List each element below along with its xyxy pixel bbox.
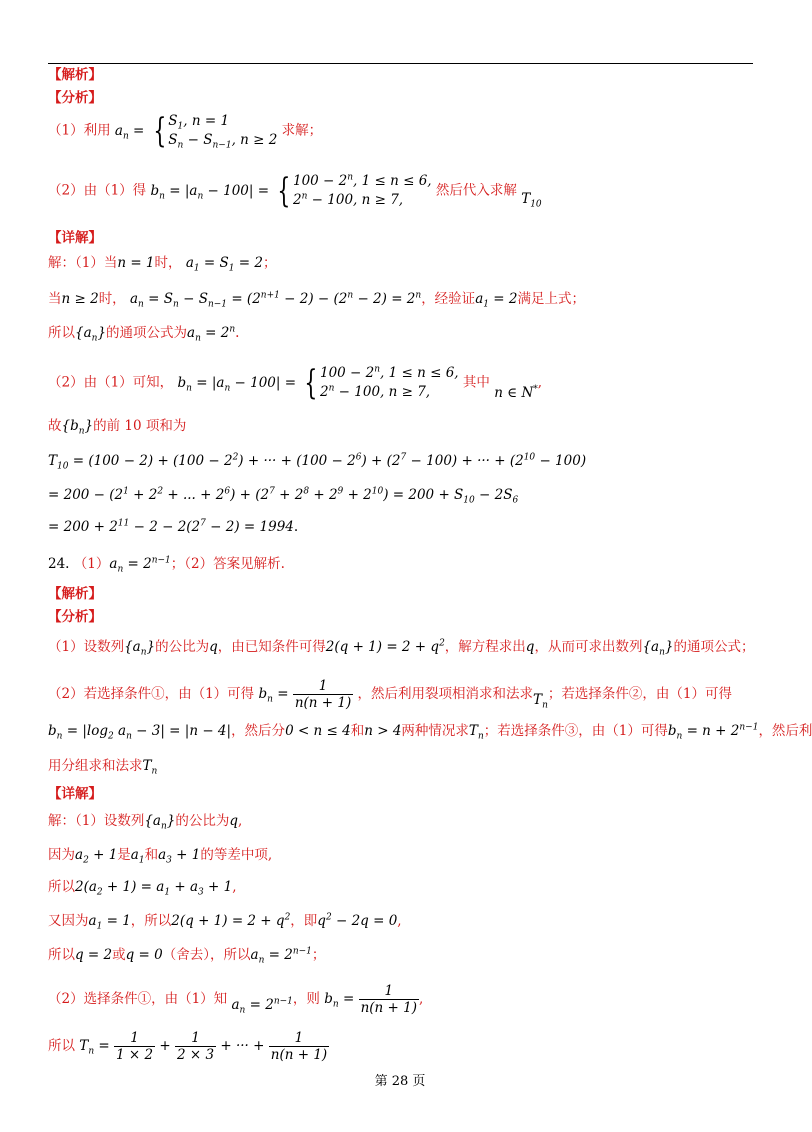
page-number: 第 28 页 [374, 1074, 426, 1089]
detail2-line-1: 解：（1）设数列$\{a_n\}$的公比为q, [48, 813, 243, 832]
detail-line-2: 当n ≥ 2时， $a_n = S_n - S_{n-1} = (2^{n+1} - 2) - (2^n - 2) = 2^n$，经验证$a_1 = 2$满足上式； [48, 290, 585, 310]
analysis-line-1: （1）利用 $a_n$ = { $S_1$, n = 1 $S_n - S_{n-1}$, n ≥ 2 求解； [48, 111, 323, 151]
section-heading-analysis: 【解析】 [48, 67, 102, 83]
analysis2-line-2: （2）若选择条件①，由（1）可得 $b_n$ = $\frac{1}{n(n + 1)}$ ，然后利用裂项相消求和法求$T_n$；若选择条件②，由（1）可得 [48, 678, 732, 711]
analysis2-line-1: （1）设数列$\{a_n\}$的公比为q，由已知条件可得$2(q + 1) = 2 + q^2$，解方程求出q，从而可求出数列$\{a_n\}$的通项公式； [48, 638, 755, 658]
section-heading-detail: 【详解】 [48, 230, 102, 246]
answer-line-24: 24. $(1)a_n = 2^{n-1}$；（2）答案见解析. [48, 555, 285, 575]
detail2-line-6: （2）选择条件①，由（1）知 $a_n = 2^{n-1}$，则 $b_n$ = $\frac{1}{n(n + 1)}$ , [48, 983, 424, 1016]
formula-line-1: $T_{10} = (100 - 2) + (100 - 2^2)$ + ··· + $(100 - 2^6) + (2^7 - 100)$ + ··· + $(2^{10} - 100)$ [48, 452, 587, 472]
detail2-line-2: 因为$a_2 + 1$是$a_1$和$a_3 + 1$的等差中项, [48, 847, 273, 866]
detail2-line-5: 所以q = 2或q = 0（舍去），所以$a_n = 2^{n-1}$； [48, 946, 326, 966]
formula-line-2: = $200 - (2^1 + 2^2$ + ... + $2^6) + (2^7 + 2^8 + 2^9 + 2^{10}) = 200 + S_{10} - 2S_6$ [48, 486, 519, 506]
detail-line-4: （2）由（1）可知， $b_n = |a_n - 100|$ = { $100 - 2^n$, 1 ≤ n ≤ 6, $2^n - 100$, n ≥ 7, 其中 n ∈ N*, [48, 363, 543, 403]
analysis2-line-4: 用分组求和法求$T_n$ [48, 758, 158, 777]
detail2-line-7: 所以 $T_n$ = $\frac{1}{1 \times 2}$ + $\frac{1}{2 \times 3}$ + ··· + $\frac{1}{n(n + 1)}$ [48, 1030, 328, 1063]
analysis-line-2: （2）由（1）得 $b_n = |a_n - 100|$ = { $100 - 2^n$, 1 ≤ n ≤ 6, $2^n - 100$, n ≥ 7, 然后代入求解 $T_{10}$ [48, 171, 542, 211]
detail-line-1: 解：（1）当n = 1时， $a_1 = S_1 = 2$； [48, 255, 277, 274]
section-heading-fenxi: 【分析】 [48, 90, 102, 106]
header-rule [48, 63, 753, 64]
section-heading-fenxi-2: 【分析】 [48, 609, 102, 625]
formula-line-3: = $200 + 2^{11} - 2 - 2(2^7 - 2) = 1994$. [48, 518, 299, 535]
section-heading-detail-2: 【详解】 [48, 786, 102, 802]
detail-line-5: 故$\{b_n\}$的前 10 项和为 [48, 418, 187, 437]
detail2-line-4: 又因为$a_1 = 1$，所以$2(q + 1) = 2 + q^2$，即$q^2 - 2q = 0$, [48, 912, 402, 932]
section-heading-analysis-2: 【解析】 [48, 586, 102, 602]
detail2-line-3: 所以$2(a_2 + 1) = a_1 + a_3 + 1$, [48, 879, 237, 898]
detail-line-3: 所以$\{a_n\}$的通项公式为$a_n = 2^n$. [48, 324, 240, 344]
analysis2-line-3: $b_n = |\log_2$ $a_n - 3| = |n - 4|$，然后分0 < n ≤ 4和n > 4两种情况求$T_n$；若选择条件③，由（1）可得$b_n = n + 2^{n-1}$，然后利 [48, 722, 812, 742]
